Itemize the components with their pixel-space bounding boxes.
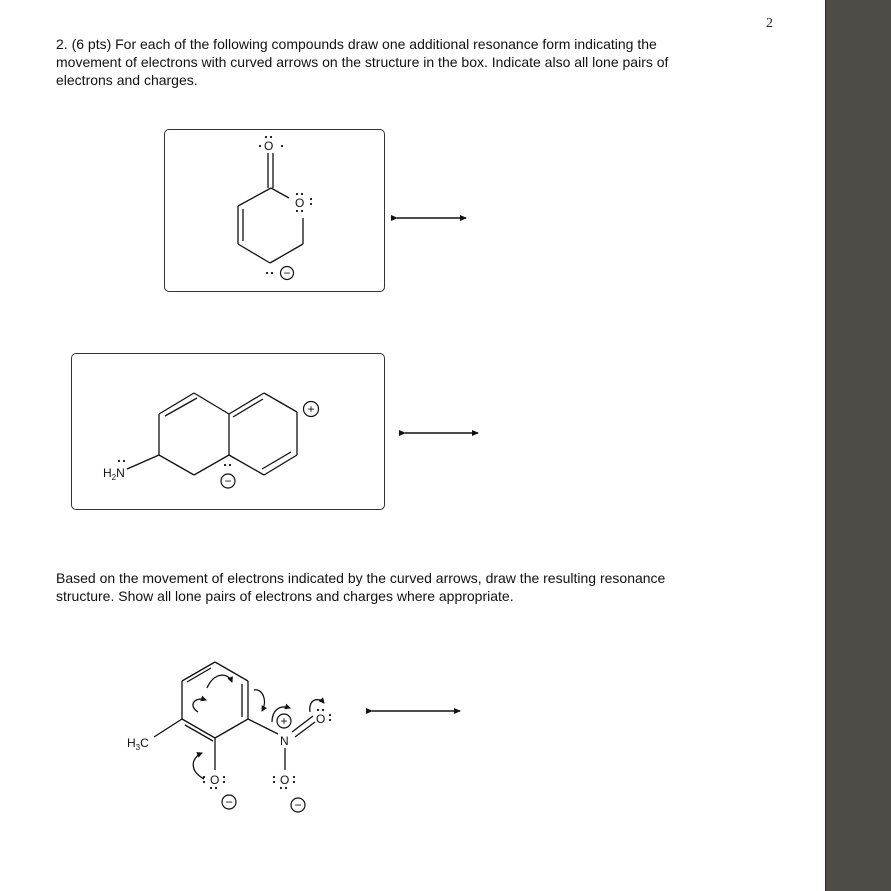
amine-label [103, 466, 125, 482]
structure-1 [238, 153, 303, 263]
charge-icon [291, 798, 305, 812]
question-intro-line: electrons and charges. [56, 72, 198, 88]
question-instruction-line: Based on the movement of electrons indicated by the curved arrows, draw the resulting resonance [56, 570, 666, 586]
positive-charge: + [280, 714, 288, 728]
nitro-nitrogen: N [280, 734, 289, 748]
ring-oxygen: O [295, 196, 305, 210]
lone-pair-icon [266, 272, 273, 274]
methyl-label [127, 736, 149, 752]
charge-icon [222, 795, 236, 809]
question-intro-line: 2. (6 pts) For each of the following compounds draw one additional resonance form indicating the [56, 36, 657, 52]
structure-2 [127, 393, 297, 475]
charge-icon [304, 402, 319, 417]
carbonyl-oxygen: O [264, 139, 274, 153]
negative-charge: − [224, 474, 232, 488]
charge-icon [221, 474, 235, 488]
phenoxide-oxygen: O [210, 773, 220, 787]
structure-3 [154, 662, 315, 770]
charge-icon [281, 266, 294, 280]
negative-charge: − [283, 266, 291, 280]
nitro-oxygen-single: O [280, 773, 290, 787]
curved-arrow-icon [193, 675, 324, 779]
negative-charge: − [294, 798, 302, 812]
question-intro-line: movement of electrons with curved arrows on the structure in the box. Indicate also all lone pairs of [56, 54, 669, 70]
lone-pair-icon [118, 460, 125, 462]
question-instruction-line: structure. Show all lone pairs of electrons and charges where appropriate. [56, 588, 514, 604]
nitro-oxygen-double: O [316, 712, 326, 726]
svg-text:H2N: $H_2N$ [103, 466, 125, 482]
charge-icon [277, 714, 291, 728]
page-number: 2 [766, 16, 773, 31]
svg-text:H3C: $H_3C$ [127, 736, 149, 752]
negative-charge: − [225, 795, 233, 809]
positive-charge: + [307, 402, 315, 416]
lone-pair-icon [224, 464, 231, 466]
